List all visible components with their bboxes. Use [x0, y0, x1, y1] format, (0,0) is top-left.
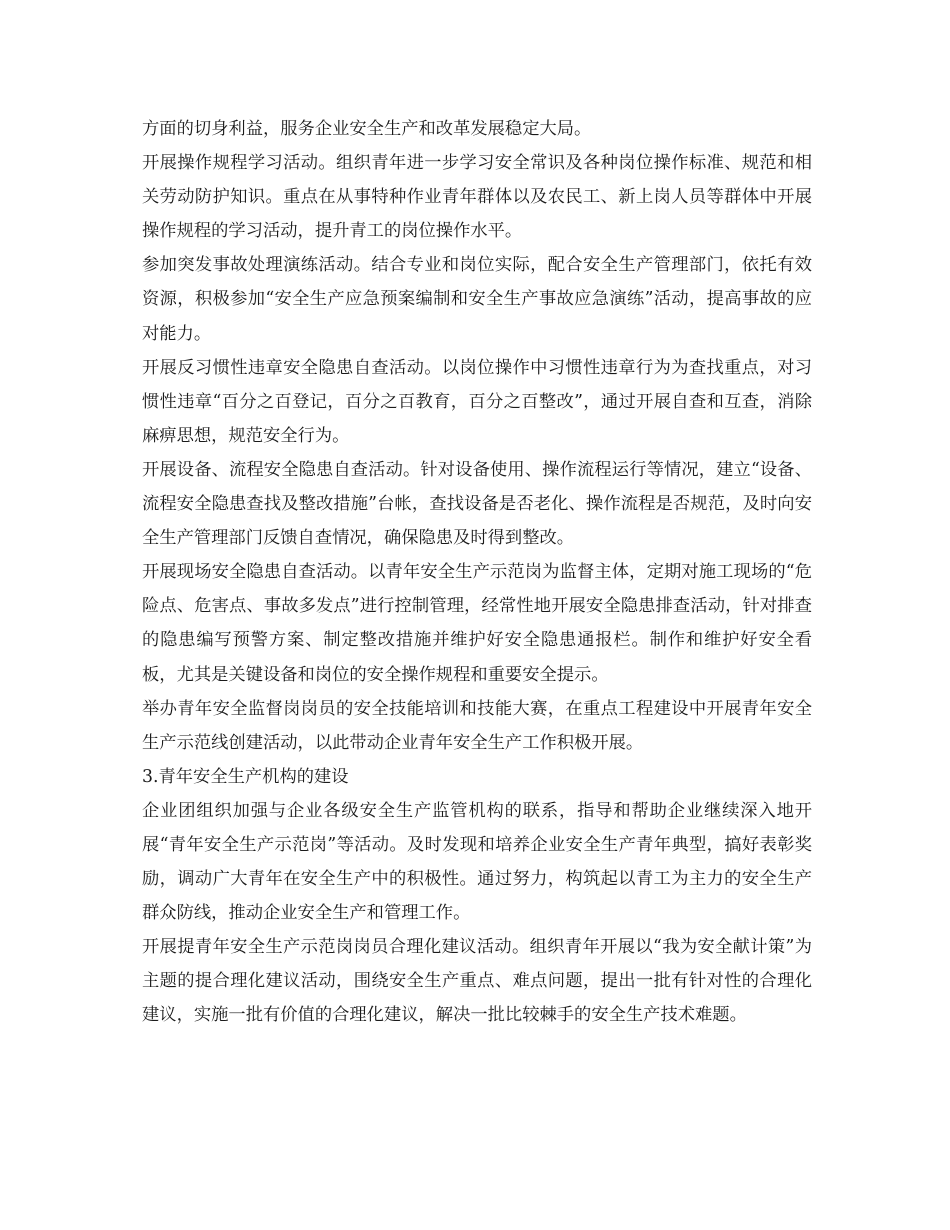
document-body [142, 112, 812, 1033]
paragraph-habitual-violation: 开展反习惯性违章安全隐患自查活动。以岗位操作中习惯性违章行为为查找重点，对习惯性违章“百分之百登记，百分之百教育，百分之百整改”，通过开展自查和互查，消除麻痹思想，规范安全行为。 [142, 357, 812, 446]
paragraph-emergency-drill: 参加突发事故处理演练活动。结合专业和岗位实际，配合安全生产管理部门，依托有效资源，积极参加“安全生产应急预案编制和安全生产事故应急演练”活动，提高事故的应对能力。 [142, 255, 812, 344]
paragraph-rational-suggestions: 开展提青年安全生产示范岗岗员合理化建议活动。组织青年开展以“我为安全献计策”为主题的提合理化建议活动，围绕安全生产重点、难点问题，提出一批有针对性的合理化建议，实施一批有价值的合理化建议，解决一批比较棘手的安全生产技术难题。 [142, 937, 812, 1026]
paragraph-skills-training: 举办青年安全监督岗岗员的安全技能培训和技能大赛，在重点工程建设中开展青年安全生产示范线创建活动，以此带动企业青年安全生产工作积极开展。 [142, 698, 812, 753]
paragraph-continuation: 方面的切身利益，服务企业安全生产和改革发展稳定大局。 [142, 119, 592, 139]
paragraph-site-hazard: 开展现场安全隐患自查活动。以青年安全生产示范岗为监督主体，定期对施工现场的“危险点、危害点、事故多发点”进行控制管理，经常性地开展安全隐患排查活动，针对排查的隐患编写预警方案、制定整改措施并维护好安全隐患通报栏。制作和维护好安全看板，尤其是关键设备和岗位的安全操作规程和重要安全提示。 [142, 562, 812, 685]
paragraph-operating-rules: 开展操作规程学习活动。组织青年进一步学习安全常识及各种岗位操作标准、规范和相关劳动防护知识。重点在从事特种作业青年群体以及农民工、新上岗人员等群体中开展操作规程的学习活动，提升青工的岗位操作水平。 [142, 153, 812, 242]
paragraph-equipment-process: 开展设备、流程安全隐患自查活动。针对设备使用、操作流程运行等情况，建立“设备、流程安全隐患查找及整改措施”台帐，查找设备是否老化、操作流程是否规范，及时向安全生产管理部门反馈自查情况，确保隐患及时得到整改。 [142, 459, 812, 549]
paragraph-league-organization: 企业团组织加强与企业各级安全生产监管机构的联系，指导和帮助企业继续深入地开展“青年安全生产示范岗”等活动。及时发现和培养企业安全生产青年典型，搞好表彰奖励，调动广大青年在安全生产中的积极性。通过努力，构筑起以青工为主力的安全生产群众防线，推动企业安全生产和管理工作。 [142, 800, 812, 924]
section-heading: 3.青年安全生产机构的建设 [142, 766, 349, 787]
